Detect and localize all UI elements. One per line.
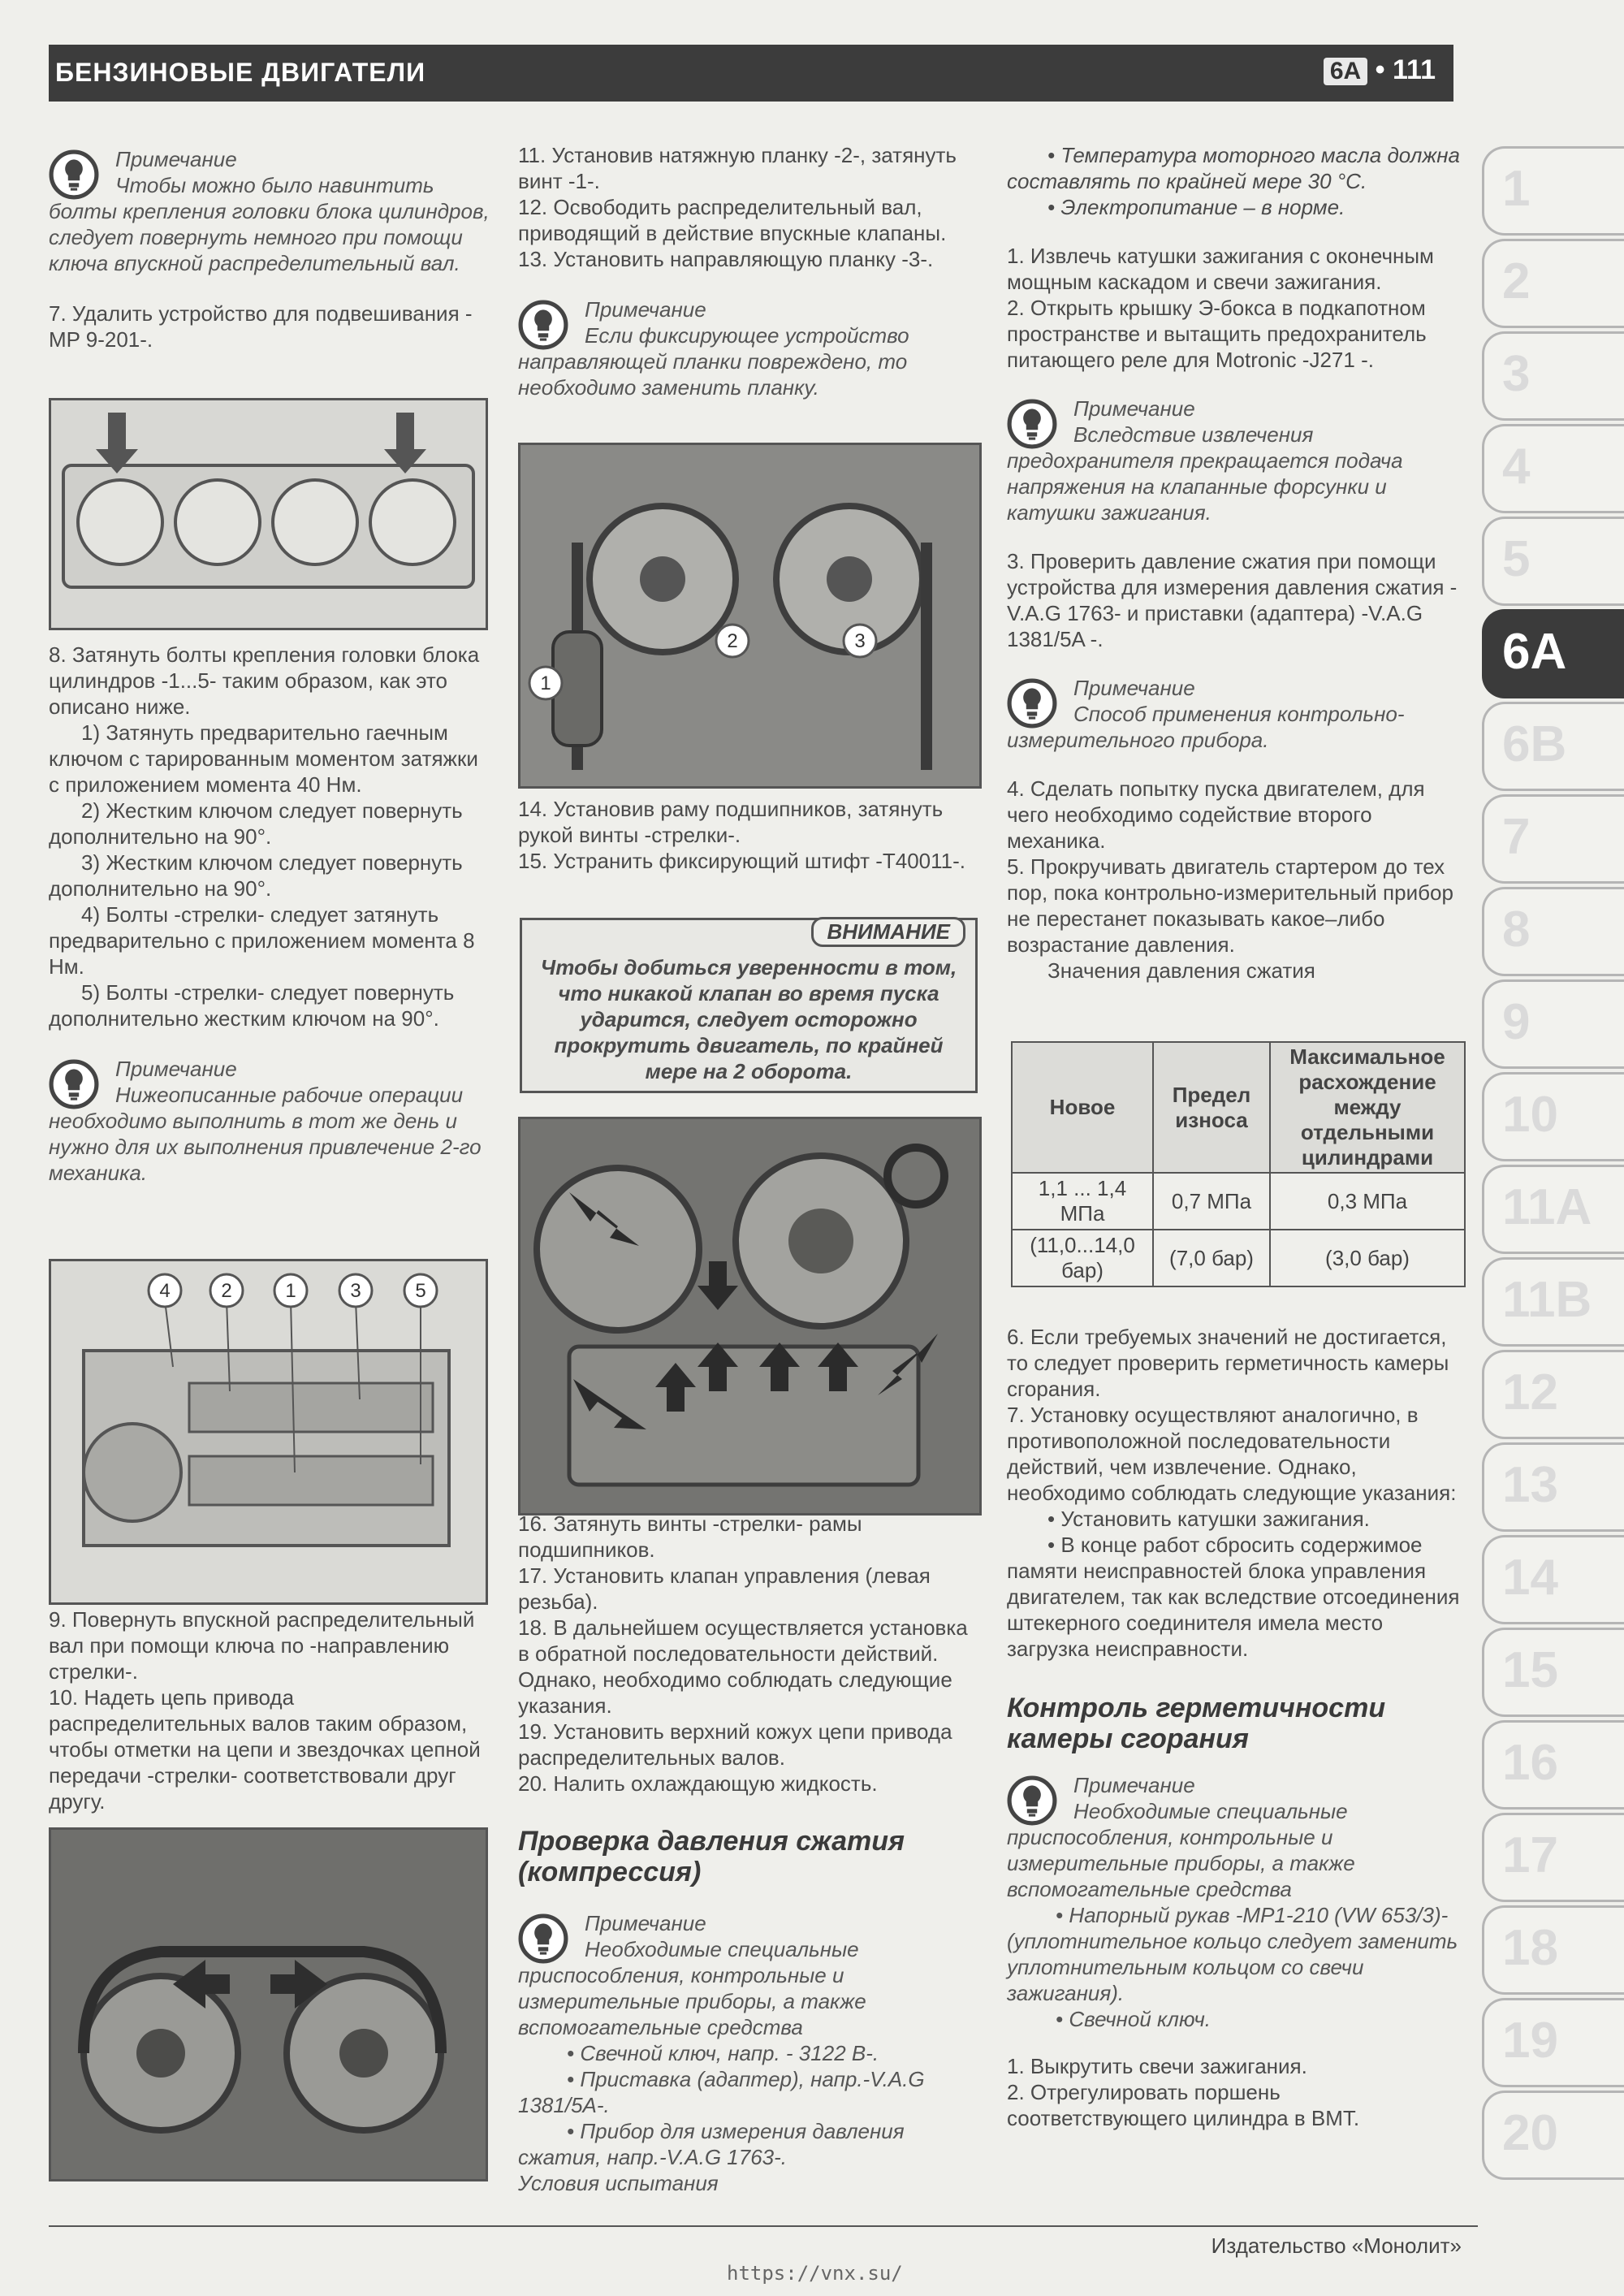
note-tools	[518, 1910, 981, 2196]
note-body: Нижеописанные рабочие операции необходимо выполнить в тот же день и нужно для их выполнения привлечение 2-го механика.	[49, 1083, 482, 1185]
chapter-tab-19[interactable]: 19	[1482, 1998, 1624, 2087]
note-body: Вследствие извлечения предохранителя прекращается подача напряжения на клапанные форсунки и катушки зажигания.	[1007, 422, 1403, 525]
condition-bullet-2: • Электропитание – в норме.	[1047, 195, 1345, 219]
final-step-2: 2. Отрегулировать поршень соответствующего цилиндра в ВМТ.	[1007, 2080, 1360, 2130]
callout-2	[714, 622, 751, 659]
note-heading: Примечание	[1073, 1773, 1195, 1797]
callout-3	[841, 622, 879, 659]
lightbulb-icon	[1007, 399, 1057, 449]
callout-4	[146, 1272, 184, 1309]
guide-rail-drawing	[520, 445, 979, 786]
note-heading: Примечание	[115, 1057, 237, 1081]
note-heading: Примечание	[585, 297, 706, 322]
step-7: 7. Удалить устройство для подвешивания -MP 9-201-.	[49, 301, 473, 352]
step-16: 16. Затянуть винты -стрелки- рамы подшипников.	[518, 1511, 862, 1562]
chapter-tab-15[interactable]: 15	[1482, 1628, 1624, 1717]
step-10: 10. Надеть цепь привода распределительных валов таким образом, чтобы отметки на цепи и звездочках цепной передачи -стрелки- соответствовали друг другу.	[49, 1685, 481, 1814]
tool-bullet-3: • Прибор для измерения давления сжатия, напр.-V.A.G 1763-.	[518, 2119, 905, 2169]
compression-table	[1011, 1041, 1466, 1287]
substep-5: 5) Болты -стрелки- следует повернуть дополнительно жестким ключом на 90°.	[49, 980, 455, 1031]
step-1: 1. Извлечь катушки зажигания с оконечным мощным каскадом и свечи зажигания.	[1007, 244, 1434, 294]
chapter-tab-11a[interactable]: 11A	[1482, 1165, 1624, 1254]
timing-chain-drawing	[51, 1830, 486, 2179]
callout-1	[272, 1272, 309, 1309]
column-2	[518, 142, 981, 400]
column-1-bottom-steps	[49, 1606, 491, 1814]
tool-bullet-2: • Приставка (адаптер), напр.-V.A.G 1381/5A-.	[518, 2067, 925, 2117]
tool-bullet-wrench: • Свечной ключ.	[1056, 2007, 1212, 2031]
chapter-tab-11b[interactable]: 11B	[1482, 1257, 1624, 1347]
note-heading: Примечание	[585, 1911, 706, 1935]
timing-chain-photo	[49, 1827, 488, 2181]
table-caption: Значения давления сжатия	[1047, 958, 1315, 983]
warning-label: ВНИМАНИЕ	[811, 917, 965, 947]
note-body: Необходимые специальные приспособления, контрольные и измерительные приборы, а также вспомогательные средства	[1007, 1799, 1355, 1901]
chapter-tab-13[interactable]: 13	[1482, 1442, 1624, 1532]
table-row	[1012, 1230, 1465, 1286]
svg-text:4: 4	[159, 1280, 171, 1302]
step-20: 20. Налить охлаждающую жидкость.	[518, 1771, 878, 1796]
chapter-tab-4[interactable]: 4	[1482, 424, 1624, 513]
note-heading: Примечание	[1073, 676, 1195, 700]
step-9: 9. Повернуть впускной распределительный вал при помощи ключа по -направлению стрелки-.	[49, 1607, 475, 1684]
chapter-tab-9[interactable]: 9	[1482, 979, 1624, 1069]
chapter-tab-18[interactable]: 18	[1482, 1905, 1624, 1995]
step-4: 4. Сделать попытку пуска двигателем, для чего необходимо содействие второго механика.	[1007, 776, 1425, 853]
note-device	[1007, 675, 1466, 753]
step-14: 14. Установив раму подшипников, затянуть рукой винты -стрелки-.	[518, 797, 944, 847]
svg-text:5: 5	[415, 1280, 426, 1302]
cylinder-head-diagram	[49, 1259, 488, 1605]
step-12: 12. Освободить распределительный вал, приводящий в действие впускные клапаны.	[518, 195, 947, 245]
step-11: 11. Установив натяжную планку -2-, затянуть винт -1-.	[518, 143, 957, 193]
install-bullet-1: • Установить катушки зажигания.	[1047, 1507, 1370, 1531]
chapter-tab-5[interactable]: 5	[1482, 517, 1624, 606]
note-1	[49, 146, 491, 276]
note-2	[49, 1056, 491, 1186]
tool-bullet-hose: • Напорный рукав -MP1-210 (VW 653/3)- (уплотнительное кольцо следует заменить уплотнительным кольцом со свечи зажигания).	[1007, 1903, 1458, 2005]
table-header-cell: Максимальное расхождение между отдельными цилиндрами	[1270, 1042, 1465, 1173]
substep-1: 1) Затянуть предварительно гаечным ключом с тарированным моментом затяжки с приложением момента 40 Нм.	[49, 720, 478, 797]
table-cell: 1,1 ... 1,4 МПа	[1012, 1173, 1153, 1230]
warning-box	[520, 918, 978, 1093]
chapter-tab-16[interactable]: 16	[1482, 1720, 1624, 1810]
page-header	[49, 45, 1453, 102]
publisher-footer: Издательство «Монолит»	[1211, 2233, 1462, 2258]
step-5: 5. Прокручивать двигатель стартером до тех пор, пока контрольно-измерительный прибор не перестанет показывать какое–либо возрастание давления.	[1007, 854, 1453, 957]
bearing-frame-drawing	[520, 1119, 979, 1513]
note-leak-tools	[1007, 1772, 1466, 2032]
callout-5	[402, 1272, 439, 1309]
chapter-tab-14[interactable]: 14	[1482, 1535, 1624, 1624]
guide-rail-photo	[518, 443, 982, 789]
svg-text:2: 2	[221, 1280, 232, 1302]
note-body: Необходимые специальные приспособления, контрольные и измерительные приборы, а также вспомогательные средства	[518, 1937, 866, 2039]
step-8: 8. Затянуть болты крепления головки блока цилиндров -1...5- таким образом, как это описано ниже.	[49, 642, 480, 719]
table-cell: 0,7 МПа	[1153, 1173, 1270, 1230]
svg-text:3: 3	[350, 1280, 361, 1302]
svg-text:1: 1	[285, 1280, 296, 1302]
table-header-cell: Предел износа	[1153, 1042, 1270, 1173]
lightbulb-icon	[49, 149, 99, 200]
step-6: 6. Если требуемых значений не достигается, то следует проверить герметичность камеры сгорания.	[1007, 1325, 1449, 1401]
cylinder-head-drawing	[51, 1261, 486, 1602]
substep-3: 3) Жестким ключом следует повернуть дополнительно на 90°.	[49, 850, 463, 901]
note-heading: Примечание	[1073, 396, 1195, 421]
step-7: 7. Установку осуществляют аналогично, в противоположной последовательности действий, чем извлечение. Однако, необходимо соблюдать следующие указания:	[1007, 1403, 1457, 1505]
section-title-compression: Проверка давления сжатия (компрессия)	[518, 1826, 905, 1887]
page-number-block	[1324, 54, 1436, 86]
step-2: 2. Открыть крышку Э-бокса в подкапотном пространстве и вытащить предохранитель питающего реле для Motronic -J271 -.	[1007, 296, 1427, 372]
test-conditions: Условия испытания	[518, 2171, 719, 2195]
svg-text:2: 2	[727, 630, 738, 652]
table-cell: (11,0...14,0 бар)	[1012, 1230, 1153, 1286]
step-3: 3. Проверить давление сжатия при помощи устройства для измерения давления сжатия -V.A.G 1763- и приставки (адаптера) -V.A.G 1381/5A -.	[1007, 549, 1458, 651]
column-1	[49, 146, 491, 352]
gasket-diagram	[49, 398, 488, 630]
chapter-tab-6a[interactable]: 6A	[1482, 609, 1624, 698]
table-header-row	[1012, 1042, 1465, 1173]
callout-1	[527, 664, 564, 702]
section-title-leak-test: Контроль герметичности камеры сгорания	[1007, 1693, 1386, 1754]
column-2-steps	[518, 1511, 981, 2196]
callout-3	[337, 1272, 374, 1309]
column-2-mid	[518, 796, 981, 874]
chapter-tab-3[interactable]: 3	[1482, 331, 1624, 421]
lightbulb-icon	[518, 300, 568, 350]
step-15: 15. Устранить фиксирующий штифт -T40011-.	[518, 849, 966, 873]
warning-text: Чтобы добиться уверенности в том, что никакой клапан во время пуска ударится, следует осторожно прокрутить двигатель, по крайней мере на 2 оборота.	[540, 955, 957, 1083]
step-18: 18. В дальнейшем осуществляется установка в обратной последовательности действий. Однако, необходимо соблюдать следующие указания.	[518, 1615, 968, 1718]
page-number: • 111	[1375, 54, 1436, 85]
chapter-tab-17[interactable]: 17	[1482, 1813, 1624, 1902]
column-3	[1007, 142, 1466, 984]
table-cell: 0,3 МПа	[1270, 1173, 1465, 1230]
note-body: Способ применения контрольно-измерительного прибора.	[1007, 702, 1405, 752]
chapter-tab-8[interactable]: 8	[1482, 887, 1624, 976]
lightbulb-icon	[518, 1913, 568, 1964]
tool-bullet-1: • Свечной ключ, напр. - 3122 B-.	[567, 2041, 879, 2065]
column-3-bottom	[1007, 1324, 1466, 2131]
chapter-tab-7[interactable]: 7	[1482, 794, 1624, 884]
install-bullet-2: • В конце работ сбросить содержимое памяти неисправностей блока управления двигателем, так как вследствие отсоединения штекерного соединителя имела место загрузка неисправности.	[1007, 1533, 1460, 1661]
final-step-1: 1. Выкрутить свечи зажигания.	[1007, 2054, 1307, 2078]
section-header-title: БЕНЗИНОВЫЕ ДВИГАТЕЛИ	[55, 58, 426, 87]
callout-2	[208, 1272, 245, 1309]
chapter-tab-2[interactable]: 2	[1482, 239, 1624, 328]
note-guide	[518, 296, 981, 400]
condition-bullet-1: • Температура моторного масла должна составлять по крайней мере 30 °С.	[1007, 143, 1461, 193]
table-header-cell: Новое	[1012, 1042, 1153, 1173]
svg-text:1: 1	[540, 672, 551, 694]
chapter-tab-12[interactable]: 12	[1482, 1350, 1624, 1439]
note-heading: Примечание	[115, 147, 237, 171]
table-cell: (7,0 бар)	[1153, 1230, 1270, 1286]
chapter-tab-1[interactable]: 1	[1482, 146, 1624, 236]
substep-2: 2) Жестким ключом следует повернуть дополнительно на 90°.	[49, 798, 463, 849]
svg-text:3: 3	[854, 630, 866, 652]
lightbulb-icon	[1007, 1775, 1057, 1826]
bearing-frame-photo	[518, 1117, 982, 1516]
step-19: 19. Установить верхний кожух цепи привода распределительных валов.	[518, 1719, 952, 1770]
lightbulb-icon	[1007, 678, 1057, 729]
table-row	[1012, 1173, 1465, 1230]
footer-divider	[49, 2225, 1478, 2227]
step-13: 13. Установить направляющую планку -3-.	[518, 247, 934, 271]
substep-4: 4) Болты -стрелки- следует затянуть предварительно с приложением момента 8 Нм.	[49, 902, 475, 979]
table-cell: (3,0 бар)	[1270, 1230, 1465, 1286]
chapter-tab-20[interactable]: 20	[1482, 2091, 1624, 2180]
lightbulb-icon	[49, 1059, 99, 1109]
column-1-steps	[49, 642, 491, 1186]
note-body: Если фиксирующее устройство направляющей планки повреждено, то необходимо заменить планку.	[518, 323, 909, 400]
chapter-tab-6b[interactable]: 6B	[1482, 702, 1624, 791]
step-17: 17. Установить клапан управления (левая резьба).	[518, 1563, 931, 1614]
note-body: Чтобы можно было навинтить болты крепления головки блока цилиндров, следует повернуть немного при помощи ключа впускной распределительный вал.	[49, 173, 490, 275]
chapter-tab-10[interactable]: 10	[1482, 1072, 1624, 1161]
chapter-chip: 6A	[1324, 58, 1367, 85]
note-fuse	[1007, 396, 1466, 525]
source-url[interactable]: https://vnx.su/	[727, 2262, 903, 2285]
gasket-drawing	[51, 400, 486, 628]
